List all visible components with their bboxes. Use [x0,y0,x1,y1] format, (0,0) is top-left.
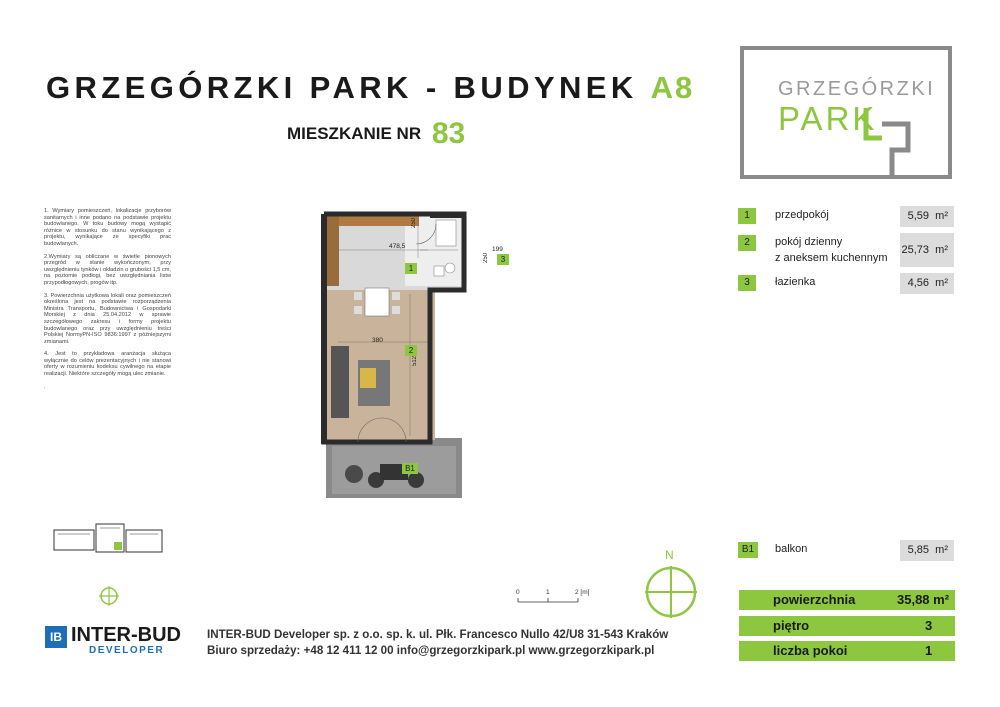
chair [392,292,400,300]
scale-0: 0 [516,589,520,596]
ib-sub: DEVELOPER [89,645,165,656]
room-area: 5,85 m² [900,540,954,561]
west-wall [321,214,327,444]
summary-rooms-value: 1 [925,643,933,658]
small-compass-icon [96,578,122,608]
building-code: A8 [650,70,695,105]
room-area: 25,73 m² [900,233,954,267]
note-2: 2.Wymiary są obliczane w świetle pionowych przegród w stanie wykończonym, przy uwzględnieniu tynków i okładzin o grubości 1,5 cm, na poziomie podłogi, bez uwzględniania listw przypodłogowych, progów itp. [44,253,171,286]
footer-company: INTER-BUD Developer sp. z o.o. sp. k. ul. Płk. Francesco Nullo 42/U8 31-543 Kraków [207,628,669,641]
room-area: 5,59 m² [900,206,954,227]
compass-letter: N [665,548,674,562]
summary-rooms-label: liczba pokoi [773,643,848,658]
room-name: łazienka [775,276,816,288]
note-4: 4. Jest to przykładowa aranżacja służąca wyłącznie do celów prezentacyjnych i nie stanowi oferty w rozumieniu kodeksu cywilnego na etapie realizacji. Niektóre szczegóły mogą ulec zmianie. [44,351,171,378]
room-name-line2: z aneksem kuchennym [775,252,888,264]
dim-bath-h: 199 [492,246,503,253]
bath-wall [430,214,466,218]
summary-area-label: powierzchnia [773,592,856,607]
summary-floor [739,616,955,636]
logo-text-line1: GRZEGÓRZKI [778,78,936,100]
ib-name: INTER-BUD [71,624,181,646]
summary-floor-value: 3 [925,618,933,633]
floor-plan [318,210,468,500]
notes-block [44,208,171,396]
kitchen-counter [327,216,339,286]
chair [392,306,400,314]
dim-hall-v: 250 [411,218,417,229]
compass-icon [643,564,699,620]
room-name: przedpokój [775,209,829,221]
summary-rooms [739,641,955,661]
kitchen-upper [339,216,419,229]
note-3: 3. Powierzchnia użytkowa lokali oraz pomieszczeń określona jest na podstawie rozporządzenia Ministra Transportu, Budownictwa i Gospodarki Morskiej z dnia 25.04.2012 w sprawie szczegółowego zakresu i formy projektu budowlanego oraz przy uwzględnieniu treści Polskiej NormyPN-ISO 9836:1997 z późniejszymi zmianami. [44,292,171,345]
toilet-icon [445,263,455,273]
dining-table [365,288,389,316]
apartment-subtitle [287,117,465,151]
note-1: 1. Wymiary pomieszczeń, lokalizacje przyborów sanitarnych i inne podano na podstawie projektu budowlanego. W toku budowy mogą wystąpić różnice w stosunku do stanu wynikającego z projektu, wynikające ze specyfiki prac budowlanych. [44,208,171,247]
plan-label-3: 3 [497,254,509,265]
plan-label-1: 1 [405,263,417,274]
balcony-plant-icon [345,465,363,483]
ib-mark: IB [45,626,67,648]
title-text: GRZEGÓRZKI PARK - BUDYNEK [46,70,638,105]
room-name: balkon [775,543,808,555]
room-num: 1 [738,208,756,224]
summary-area-value: 35,88 m² [897,592,950,607]
dim-living: 380 [372,337,383,344]
summary-floor-label: piętro [773,618,810,633]
sofa [331,346,349,418]
plan-label-b1: B1 [402,463,418,474]
chair [354,306,362,314]
scale-2: 2 [m] [575,589,590,596]
dim-bath-v: 250 [483,253,489,264]
room-area: 4,56 m² [900,273,954,294]
room-num: 2 [738,235,756,251]
site-map [52,520,164,560]
summary-area [739,590,955,610]
room-num: B1 [738,542,758,558]
plan-label-2: 2 [405,345,417,356]
scale-1: 1 [546,589,550,596]
footer-contact: Biuro sprzedaży: +48 12 411 12 00 info@grzegorzkipark.pl www.grzegorzkipark.pl [207,644,655,657]
page-title [46,70,694,106]
dim-hall: 478,5 [389,243,406,250]
logo-mark-icon [858,100,918,180]
sink-icon [434,266,444,276]
subtitle-text: MIESZKANIE NR [287,124,422,143]
room-name: pokój dzienny [775,236,843,248]
bathtub [436,220,456,246]
coffee-table [360,368,376,388]
dim-living-v: 512 [412,356,418,367]
logo-text-line2: PARK [778,100,878,137]
apartment-number: 83 [431,117,466,150]
balcony-chair-icon [408,472,424,488]
room-num: 3 [738,275,756,291]
chair [354,292,362,300]
note-5: . [44,383,46,390]
